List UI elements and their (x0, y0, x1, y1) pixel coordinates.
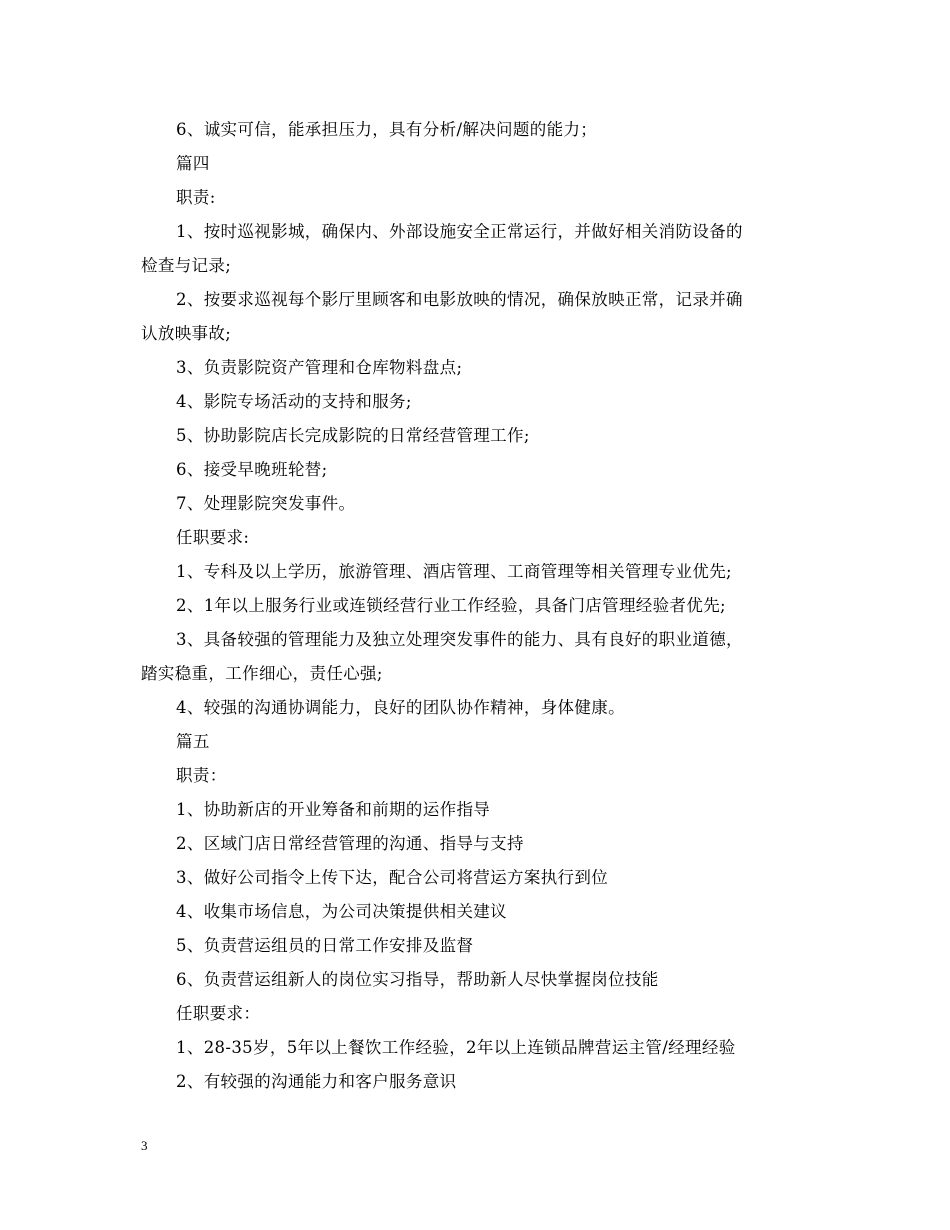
text-line: 2、1年以上服务行业或连锁经营行业工作经验，具备门店管理经验者优先; (176, 596, 726, 615)
text-line: 3、做好公司指令上传下达，配合公司将营运方案执行到位 (176, 868, 609, 887)
text-line: 6、负责营运组新人的岗位实习指导，帮助新人尽快掌握岗位技能 (176, 970, 659, 989)
text-line: 篇四 (176, 154, 210, 173)
text-line: 职责： (176, 766, 227, 785)
text-line: 1、协助新店的开业筹备和前期的运作指导 (176, 800, 491, 819)
text-line: 4、较强的沟通协调能力，良好的团队协作精神，身体健康。 (176, 698, 625, 717)
text-line: 4、收集市场信息，为公司决策提供相关建议 (176, 902, 507, 921)
text-line: 任职要求: (176, 528, 250, 547)
text-line: 3、负责影院资产管理和仓库物料盘点; (176, 358, 463, 377)
text-line: 2、有较强的沟通能力和客户服务意识 (176, 1072, 457, 1091)
text-line: 任职要求： (176, 1004, 261, 1023)
text-line: 7、处理影院突发事件。 (176, 494, 356, 513)
text-line: 1、专科及以上学历，旅游管理、酒店管理、工商管理等相关管理专业优先; (176, 562, 732, 581)
text-line: 1、按时巡视影城，确保内、外部设施安全正常运行，并做好相关消防设备的 (176, 222, 743, 241)
text-line: 认放映事故; (141, 324, 232, 343)
text-line: 踏实稳重，工作细心，责任心强; (141, 664, 383, 683)
text-line: 4、影院专场活动的支持和服务; (176, 392, 412, 411)
text-line: 6、接受早晚班轮替; (176, 460, 328, 479)
text-line: 职责: (176, 188, 216, 207)
text-line: 2、区域门店日常经营管理的沟通、指导与支持 (176, 834, 524, 853)
text-line: 5、协助影院店长完成影院的日常经营管理工作; (176, 426, 530, 445)
text-line: 篇五 (176, 732, 210, 751)
page-number: 3 (141, 1138, 148, 1153)
text-line: 6、诚实可信，能承担压力，具有分析/解决问题的能力； (176, 120, 598, 139)
text-line: 5、负责营运组员的日常工作安排及监督 (176, 936, 474, 955)
text-line: 1、28-35岁，5年以上餐饮工作经验，2年以上连锁品牌营运主管/经理经验 (176, 1038, 736, 1057)
text-line: 3、具备较强的管理能力及独立处理突发事件的能力、具有良好的职业道德， (176, 630, 743, 649)
text-line: 2、按要求巡视每个影厅里顾客和电影放映的情况，确保放映正常，记录并确 (176, 290, 743, 309)
text-line: 检查与记录; (141, 256, 232, 275)
document-body (141, 113, 813, 1099)
